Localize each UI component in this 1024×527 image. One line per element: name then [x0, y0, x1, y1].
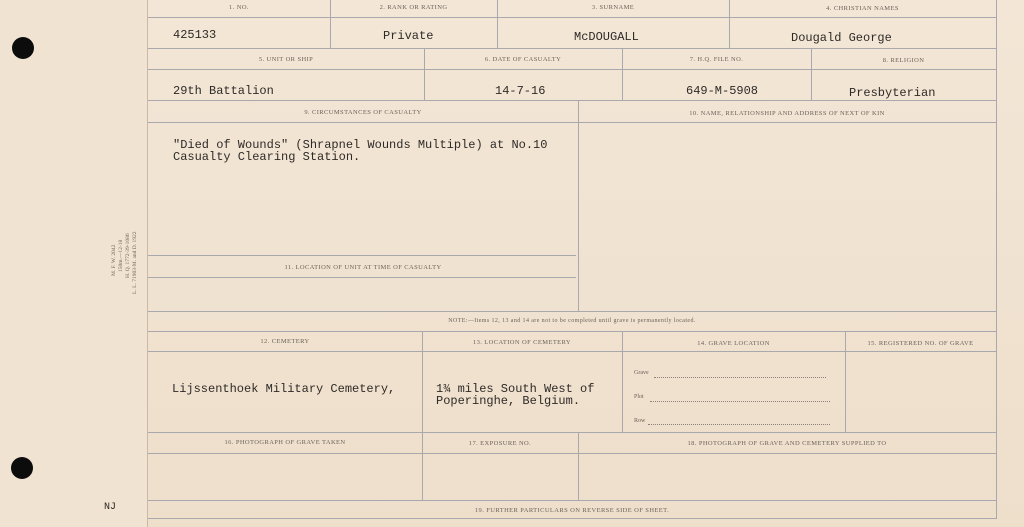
location-of-unit-label: 11. LOCATION OF UNIT AT TIME OF CASUALTY — [284, 264, 442, 271]
punch-hole-bottom — [11, 457, 33, 479]
rank-value: Private — [383, 29, 434, 43]
registered-no-label: 15. REGISTERED NO. OF GRAVE — [867, 340, 974, 347]
christian-names-label: 4. CHRISTIAN NAMES — [826, 5, 899, 12]
circumstances-value: "Died of Wounds" (Shrapnel Wounds Multiple) at No.10 Casualty Clearing Station. — [173, 138, 548, 164]
religion-value: Presbyterian — [849, 86, 936, 100]
no-value: 425133 — [173, 28, 217, 42]
grave-location-label: 14. GRAVE LOCATION — [697, 340, 770, 347]
circumstances-label: 9. CIRCUMSTANCES OF CASUALTY — [304, 109, 422, 116]
rank-label: 2. RANK OR RATING — [379, 4, 448, 11]
form-code-3: H. Q. 1772-39-1086 — [125, 233, 131, 278]
date-of-casualty-label: 6. DATE OF CASUALTY — [484, 56, 562, 63]
date-of-casualty-value: 14-7-16 — [495, 84, 546, 98]
surname-label: 3. SURNAME — [591, 4, 635, 11]
form-code-1: M. F. W. 2042 — [111, 244, 117, 276]
unit-value: 29th Battalion — [173, 84, 274, 98]
next-of-kin-label: 10. NAME, RELATIONSHIP AND ADDRESS OF NEXT OF KIN — [689, 110, 885, 117]
margin-initials: NJ — [104, 502, 117, 513]
further-particulars-label: 19. FURTHER PARTICULARS ON REVERSE SIDE OF SHEET. — [474, 507, 670, 514]
christian-names-value: Dougald George — [791, 31, 892, 45]
surname-value: McDOUGALL — [574, 30, 639, 44]
form-code-4: L. L. 71903-M. and D. 1922 — [132, 231, 138, 294]
note-text: NOTE:—Items 12, 13 and 14 are not to be completed until grave is permanently located. — [448, 318, 696, 324]
no-label: 1. NO. — [229, 4, 249, 11]
hq-file-label: 7. H.Q. FILE NO. — [689, 56, 744, 63]
religion-label: 8. RELIGION — [882, 57, 925, 64]
row-line-label: Row — [634, 418, 646, 424]
cemetery-label: 12. CEMETERY — [260, 338, 310, 345]
unit-label: 5. UNIT OR SHIP — [258, 56, 314, 63]
photograph-taken-label: 16. PHOTOGRAPH OF GRAVE TAKEN — [224, 439, 346, 446]
cemetery-value: Lijssenthoek Military Cemetery, — [172, 382, 396, 396]
location-of-cemetery-label: 13. LOCATION OF CEMETERY — [472, 339, 572, 346]
grave-line-label: Grave — [634, 370, 649, 376]
hq-file-value: 649-M-5908 — [686, 84, 759, 98]
location-of-cemetery-value: 1¾ miles South West of Poperinghe, Belgium. — [436, 382, 595, 408]
plot-line-label: Plot — [634, 394, 644, 400]
punch-hole-top — [12, 37, 34, 59]
exposure-no-label: 17. EXPOSURE NO. — [468, 440, 532, 447]
photograph-supplied-label: 18. PHOTOGRAPH OF GRAVE AND CEMETERY SUPPLIED TO — [687, 440, 887, 447]
form-code-2: 150m.—12-18 — [118, 239, 124, 272]
